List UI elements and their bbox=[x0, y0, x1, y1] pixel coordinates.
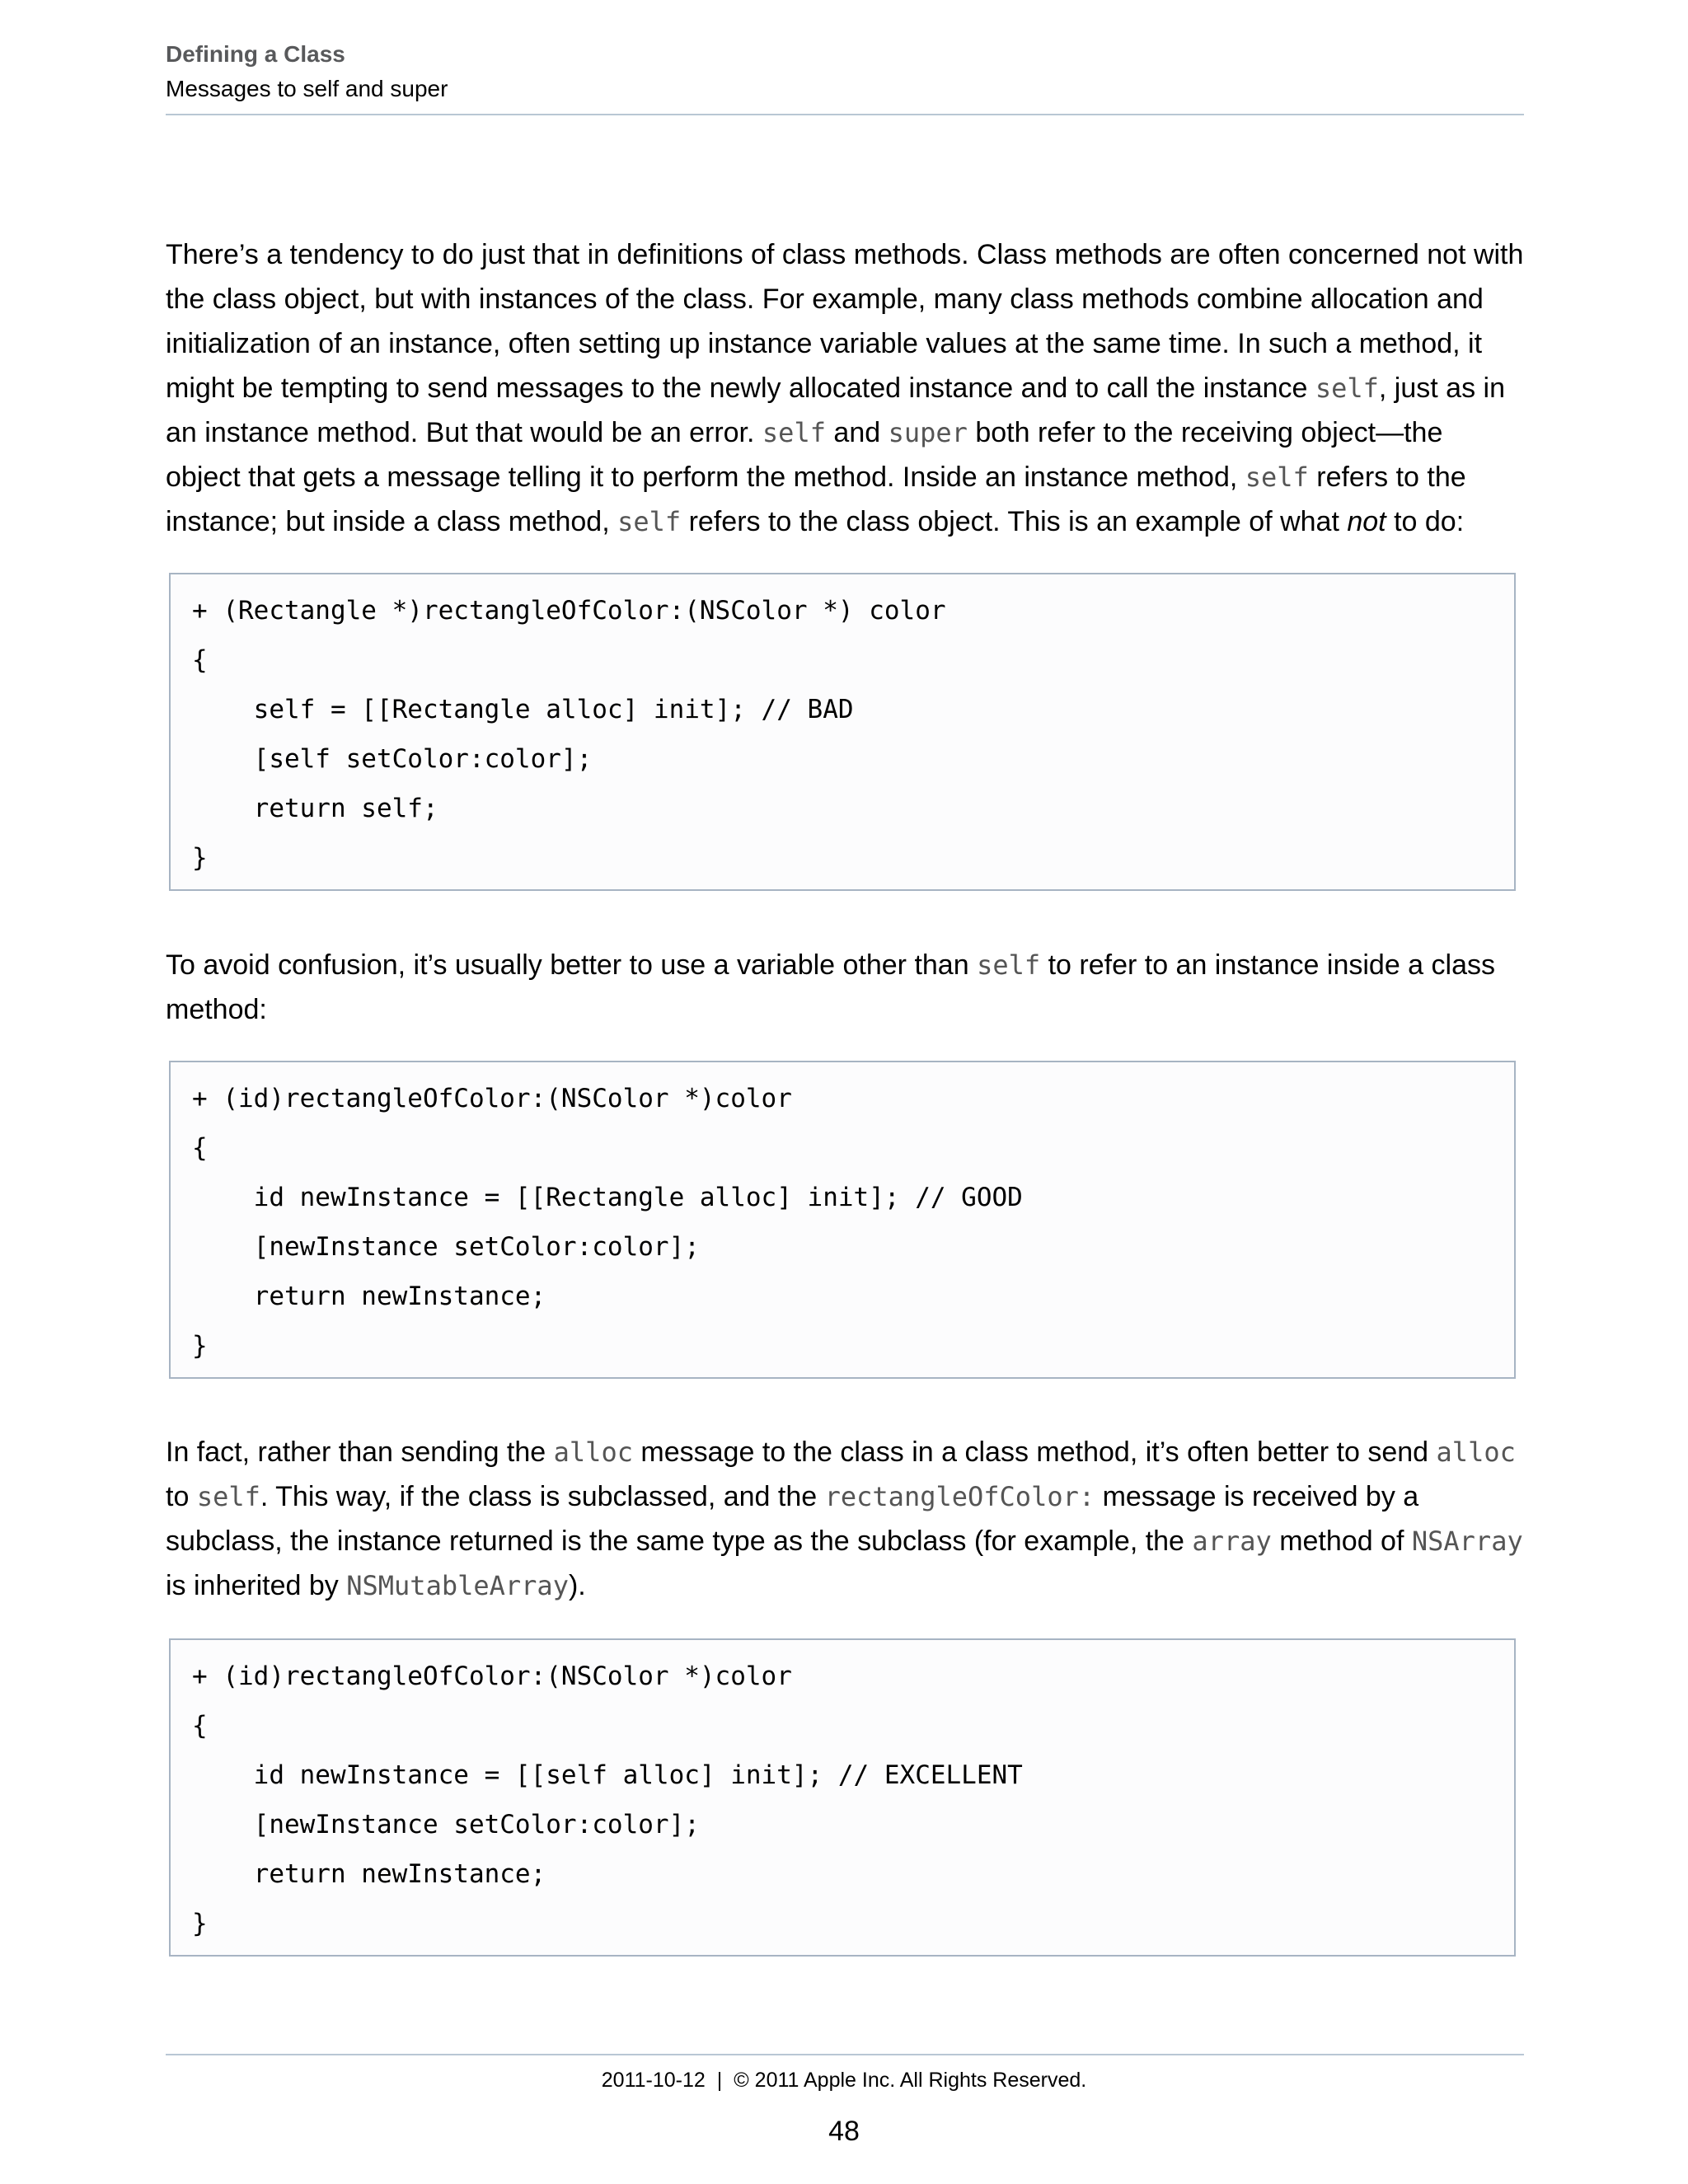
chapter-title: Defining a Class bbox=[166, 41, 345, 67]
text-run: is inherited by bbox=[166, 1570, 347, 1601]
text-run: ). bbox=[568, 1570, 586, 1601]
inline-code: super bbox=[888, 417, 968, 448]
text-run: method of bbox=[1271, 1526, 1412, 1557]
text-run: to refer to an instance inside a class method: bbox=[166, 949, 1495, 1025]
text-run: refers to the class object. This is an example of what bbox=[681, 506, 1348, 537]
inline-code: alloc bbox=[1436, 1436, 1516, 1468]
text-run: To avoid confusion, it’s usually better to use a variable other than bbox=[166, 949, 978, 981]
code-line: + (Rectangle *)rectangleOfColor:(NSColor *) color bbox=[192, 596, 946, 626]
footer-date: 2011-10-12 bbox=[601, 2069, 706, 2092]
inline-code: NSMutableArray bbox=[346, 1570, 569, 1601]
footer-separator: | bbox=[716, 2069, 723, 2092]
code-line: } bbox=[192, 1331, 208, 1361]
footer-divider bbox=[166, 2054, 1524, 2055]
running-header bbox=[166, 36, 1524, 105]
inline-code: self bbox=[617, 506, 682, 537]
text-run: In fact, rather than sending the bbox=[166, 1436, 554, 1468]
code-line: { bbox=[192, 645, 208, 675]
code-line: return newInstance; bbox=[192, 1282, 546, 1311]
inline-code: self bbox=[1315, 373, 1379, 404]
code-line: + (id)rectangleOfColor:(NSColor *)color bbox=[192, 1084, 792, 1113]
page-number: 48 bbox=[828, 2116, 860, 2147]
section-title: Messages to self and super bbox=[166, 76, 448, 101]
paragraph-class-methods bbox=[166, 232, 1524, 544]
text-run: . This way, if the class is subclassed, and the bbox=[260, 1481, 825, 1512]
code-line: [newInstance setColor:color]; bbox=[192, 1810, 700, 1840]
text-run: message to the class in a class method, it’s often better to send bbox=[632, 1436, 1437, 1468]
inline-code: self bbox=[196, 1481, 260, 1512]
footer-copyright: © 2011 Apple Inc. All Rights Reserved. bbox=[734, 2069, 1087, 2092]
code-line: id newInstance = [[Rectangle alloc] init]; // GOOD bbox=[192, 1183, 1023, 1212]
header-divider bbox=[166, 114, 1524, 115]
text-run: both refer to the receiving object—the object that gets a message telling it to perform the method. Inside an instance method, bbox=[166, 417, 1443, 493]
code-line: id newInstance = [[self alloc] init]; // EXCELLENT bbox=[192, 1760, 1023, 1790]
code-line: } bbox=[192, 1909, 208, 1938]
code-listing-excellent bbox=[169, 1638, 1516, 1957]
inline-code: NSArray bbox=[1411, 1526, 1523, 1557]
emphasis: not bbox=[1347, 506, 1386, 537]
code-line: self = [[Rectangle alloc] init]; // BAD bbox=[192, 695, 854, 724]
code-line: [newInstance setColor:color]; bbox=[192, 1232, 700, 1262]
paragraph-alloc-self bbox=[166, 1430, 1524, 1608]
inline-code: self bbox=[977, 949, 1041, 981]
text-run: to do: bbox=[1386, 506, 1465, 537]
text-run: refers to the instance; but inside a class method, bbox=[166, 462, 1466, 537]
code-listing-bad bbox=[169, 573, 1516, 891]
text-run: and bbox=[825, 417, 889, 448]
code-line: { bbox=[192, 1711, 208, 1741]
code-line: [self setColor:color]; bbox=[192, 744, 593, 774]
paragraph-avoid-confusion bbox=[166, 943, 1524, 1032]
text-run: There’s a tendency to do just that in definitions of class methods. Class methods are often concerned not with the class object, but with instances of the class. For example, many class methods combine allocation and initialization of an instance, often setting up instance variable values at the same time. In such a method, it might be tempting to send messages to the newly allocated instance and to call the instance bbox=[166, 239, 1524, 404]
inline-code: self bbox=[762, 417, 826, 448]
code-line: { bbox=[192, 1133, 208, 1163]
inline-code: self bbox=[1245, 462, 1309, 493]
code-line: return newInstance; bbox=[192, 1859, 546, 1889]
code-listing-good bbox=[169, 1061, 1516, 1379]
code-line: + (id)rectangleOfColor:(NSColor *)color bbox=[192, 1661, 792, 1691]
text-run: , just as in an instance method. But that would be an error. bbox=[166, 373, 1505, 448]
inline-code: rectangleOfColor: bbox=[824, 1481, 1095, 1512]
code-line: } bbox=[192, 843, 208, 873]
code-line: return self; bbox=[192, 794, 438, 823]
inline-code: alloc bbox=[553, 1436, 633, 1468]
page-footer bbox=[0, 2065, 1688, 2095]
text-run: message is received by a subclass, the instance returned is the same type as the subclass (for example, the bbox=[166, 1481, 1419, 1557]
text-run: to bbox=[166, 1481, 197, 1512]
inline-code: array bbox=[1192, 1526, 1272, 1557]
